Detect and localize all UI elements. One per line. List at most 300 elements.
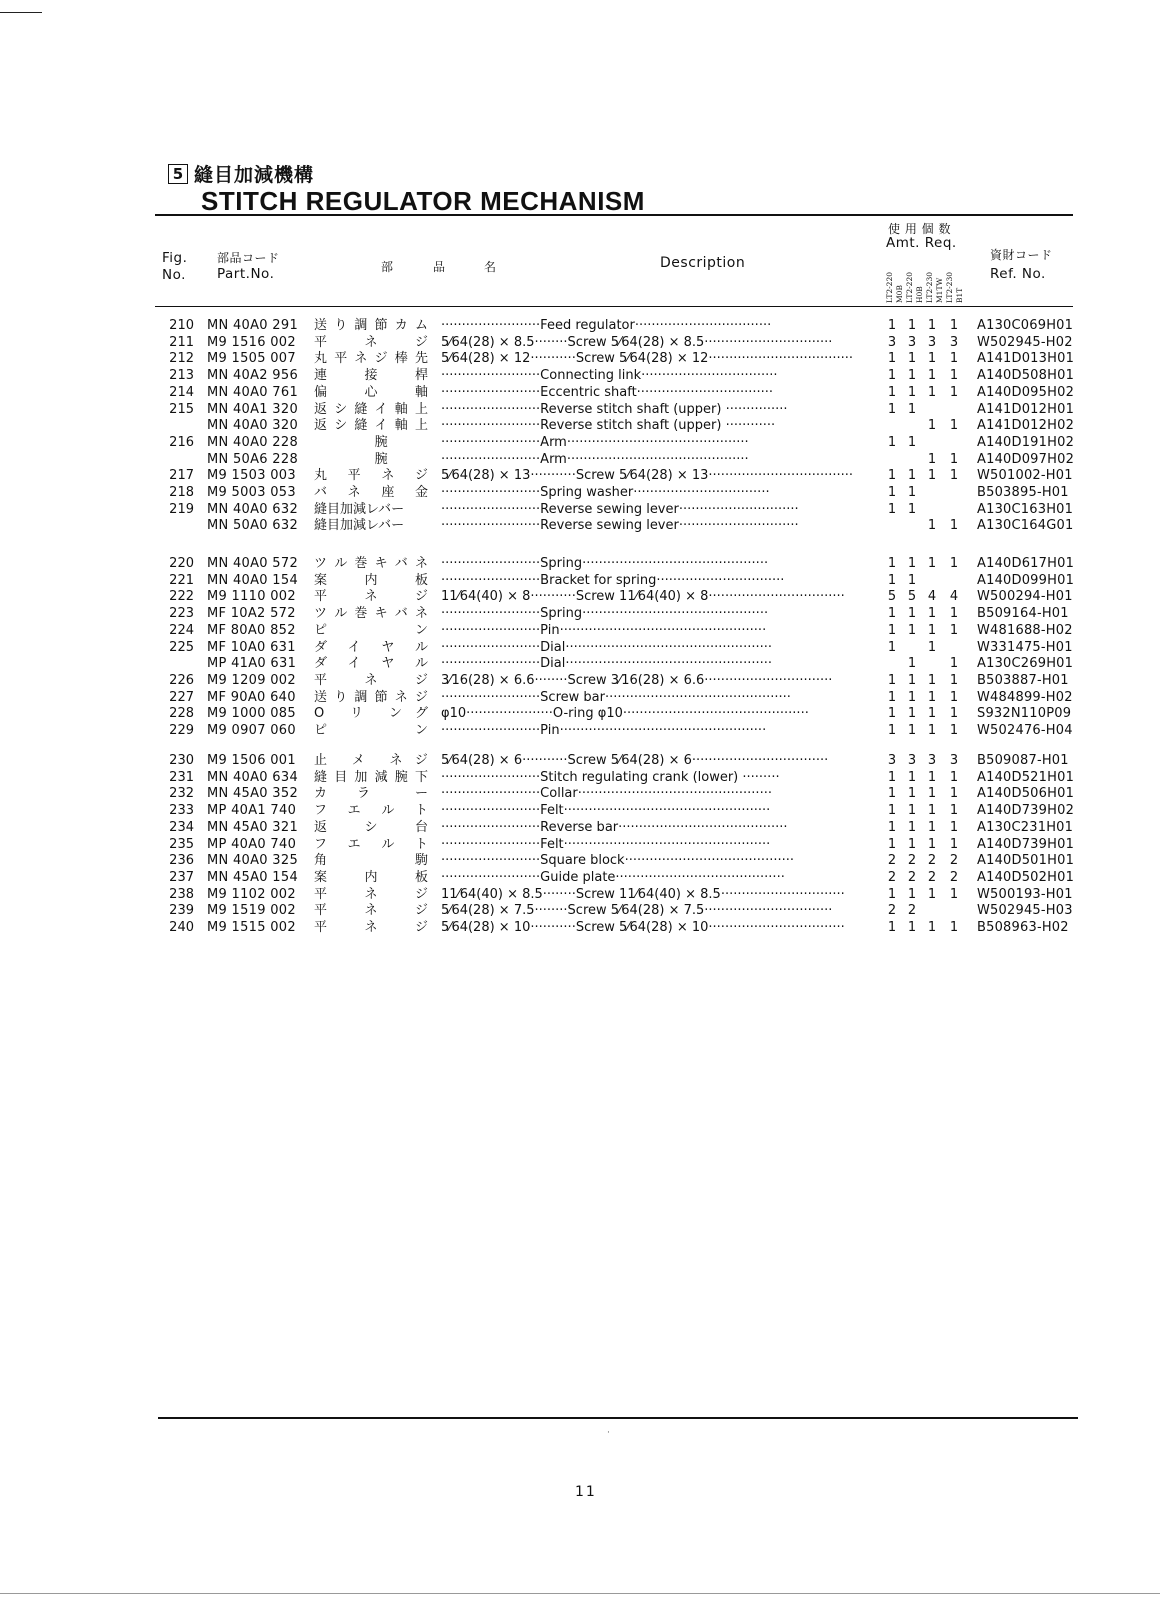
part-name-char: ジ [414,468,428,484]
table-row [0,672,1160,689]
header-top-rule [155,214,1073,216]
part-number: MN 40A2 956 [207,368,299,384]
part-name-char: シ [334,418,348,434]
part-number: MN 45A0 154 [207,869,299,885]
part-name-char: ル [381,803,395,819]
part-name-char: バ [394,606,408,622]
amount-required: 2 [907,903,917,919]
part-number: MF 10A0 631 [207,639,296,655]
table-row [0,572,1160,589]
part-name-char: ネ [347,485,361,500]
description: ························Reverse stitch shaft (upper) ············ [441,418,776,434]
part-name-char: ン [389,706,403,722]
ref-number: W481688-H02 [977,622,1073,638]
amount-required: 1 [887,351,897,367]
part-name-char: フ [314,803,328,819]
part-name-char: イ [347,639,361,655]
amount-required: 1 [887,572,897,588]
part-number: M9 1515 002 [207,920,296,935]
fig-number: 233 [169,803,194,819]
ref-number: A140D739H01 [977,836,1075,852]
model-code-4: LT2-230 B1T [945,272,964,303]
ref-number: A140D521H01 [977,769,1075,785]
model-code-3: LT2-230 M1TW [925,272,944,303]
description: ························Reverse stitch shaft (upper) ··············· [441,401,788,417]
part-name-char: 平 [334,351,348,367]
part-number: MN 40A0 761 [207,384,299,400]
amount-required: 1 [887,706,897,722]
amount-required: 1 [887,368,897,384]
amount-required: 1 [949,622,959,638]
amount-required: 1 [907,468,917,484]
part-name-char: ピ [314,622,328,638]
table-row [0,517,1160,534]
amount-required: 1 [927,368,937,384]
part-name-jp [314,639,428,656]
amount-required: 3 [887,753,897,768]
amount-required: 1 [887,606,897,622]
part-name-char: ル [414,639,428,655]
part-name-jp [314,501,428,518]
part-name-char: ル [381,836,395,852]
part-name-char: 案 [314,572,328,588]
part-number: MN 45A0 352 [207,786,299,802]
description: ························Arm············································ [441,451,749,467]
part-number: M9 1516 002 [207,334,296,350]
part-number: MN 40A1 320 [207,401,299,417]
amount-required: 1 [907,689,917,705]
amount-required: 3 [887,334,897,350]
fig-number: 228 [169,706,194,722]
amount-required: 3 [927,334,937,350]
amount-required: 2 [887,903,897,919]
part-name-jp [314,555,428,572]
part-name-jp [314,802,428,819]
table-row [0,639,1160,656]
part-name-char: 送 [314,689,328,705]
amount-required: 1 [927,606,937,622]
section-title-jp: 縫目加減機構 [194,164,315,186]
amount-required: 1 [927,803,937,819]
amount-required: 1 [927,384,937,400]
amount-required: 1 [887,501,897,517]
fig-number: 235 [169,836,194,852]
header-bottom-rule [155,306,1073,307]
part-number: MP 41A0 631 [207,656,297,672]
amount-required: 1 [907,351,917,367]
part-name-jp [314,672,428,689]
part-name-jp [314,902,428,919]
part-name-char: フ [314,836,328,852]
part-name-char: シ [364,819,378,835]
ref-number: B508963-H02 [977,920,1069,935]
part-name-char: 座 [381,485,395,500]
fig-number: 216 [169,434,194,450]
part-name-char: グ [414,706,428,722]
name-header-3: 名 [484,260,497,274]
table-row [0,769,1160,786]
ref-number: A140D097H02 [977,451,1075,467]
amount-required: 1 [949,418,959,434]
amount-required: 1 [887,434,897,450]
part-name-char: 加 [354,769,368,785]
part-name-char: 節 [374,689,388,705]
amount-required: 1 [949,318,959,333]
part-header-jp: 部品コード [217,251,280,265]
part-name-char: キ [374,606,388,622]
table-row [0,689,1160,706]
description: ························Guide plate········································· [441,869,785,885]
part-name-jp [314,886,428,903]
ref-number: W501002-H01 [977,468,1073,484]
amount-required: 1 [887,819,897,835]
amount-required: 1 [949,351,959,367]
part-name-char: 巻 [354,606,368,622]
part-name-char: ヤ [381,639,395,655]
amount-required: 1 [927,622,937,638]
fig-number: 232 [169,786,194,802]
description: ························Screw bar············································· [441,689,791,705]
part-number: MN 40A0 572 [207,556,299,571]
amount-required: 1 [949,836,959,852]
fig-number: 217 [169,468,194,484]
amount-required: 1 [949,920,959,935]
description: ························Pin·················································· [441,622,767,638]
part-name-char: 軸 [414,384,428,400]
part-name-char: 送 [314,318,328,333]
ref-number: W502476-H04 [977,723,1073,738]
fig-number: 215 [169,401,194,417]
amount-required: 1 [927,886,937,902]
part-name-jp [314,417,428,434]
amount-required: 1 [907,819,917,835]
amount-required: 1 [907,886,917,902]
amount-required: 5 [907,589,917,605]
fig-number: 211 [169,334,194,350]
part-name-jp [314,517,428,534]
table-row [0,384,1160,401]
ref-number: A141D012H02 [977,418,1075,434]
part-name-char: ネ [364,886,378,902]
amount-required: 1 [949,672,959,688]
part-name-char: 上 [414,401,428,417]
amount-required: 1 [907,836,917,852]
amount-required: 1 [907,706,917,722]
amount-required: 1 [887,485,897,500]
amount-required: 1 [927,786,937,802]
part-name-char: ネ [414,606,428,622]
amount-required: 1 [907,401,917,417]
part-number: MN 50A6 228 [207,451,299,467]
amount-required: 1 [907,485,917,500]
ref-number: W484899-H02 [977,689,1073,705]
table-row [0,467,1160,484]
part-name-char: 軸 [394,401,408,417]
part-name-char: ー [414,786,428,802]
part-name-char: ジ [414,753,428,768]
part-name-char: 金 [414,485,428,500]
part-name-jp [314,655,428,672]
part-name-char: 駒 [414,853,428,869]
part-name-char: ジ [414,589,428,605]
name-header-1: 部 [381,260,394,274]
ref-number: W500294-H01 [977,589,1073,605]
part-name-jp [314,852,428,869]
fig-number: 219 [169,501,194,517]
amount-required: 1 [887,318,897,333]
part-name-jp [314,367,428,384]
amount-required: 1 [927,769,937,785]
description: 5⁄64(28) × 12···········Screw 5⁄64(28) × 12··································· [441,351,854,367]
description: ························Dial·················································· [441,656,772,672]
table-row [0,451,1160,468]
part-header-en: Part.No. [217,266,275,282]
part-name-char: O [314,706,325,722]
table-row [0,622,1160,639]
part-name-char: イ [347,656,361,672]
part-name-char: ネ [354,351,368,367]
description: ························Connecting link································· [441,368,778,384]
amount-required: 1 [887,622,897,638]
part-name-char: ネ [414,556,428,571]
description: φ10·····················O-ring φ10············································· [441,706,809,722]
amount-required: 1 [949,468,959,484]
part-name-char: 平 [314,672,328,688]
part-name-char: り [334,318,348,333]
amount-required: 1 [887,786,897,802]
part-name-char: 下 [414,769,428,785]
amount-required: 5 [887,589,897,605]
amount-required: 1 [949,689,959,705]
table-row [0,802,1160,819]
part-name-char: 棒 [394,351,408,367]
amount-required: 1 [907,318,917,333]
part-name-char: 丸 [314,351,328,367]
table-row [0,317,1160,334]
description: ························Arm············································ [441,434,749,450]
part-number: MN 40A0 325 [207,853,299,869]
part-name-jp [314,819,428,836]
fig-number: 213 [169,368,194,384]
part-name-char: ピ [314,723,328,738]
part-number: MN 40A0 320 [207,418,299,434]
amount-required: 2 [887,853,897,869]
ref-header-en: Ref. No. [990,266,1046,282]
ref-number: A140D095H02 [977,384,1075,400]
amount-required: 1 [949,556,959,571]
part-name-char: 接 [364,368,378,384]
amount-required: 1 [949,819,959,835]
part-name-jp [314,334,428,351]
fig-number: 220 [169,556,194,571]
description: ························Spring············································· [441,556,769,571]
amt-header-jp: 使 用 個 数 [888,222,951,236]
fig-header: Fig. [162,250,188,266]
amount-required: 2 [927,869,937,885]
amount-required: 1 [887,384,897,400]
amount-required: 1 [927,706,937,722]
description: ························Spring············································· [441,606,769,622]
part-name-char: ム [414,318,428,333]
amount-required: 2 [887,869,897,885]
table-row [0,886,1160,903]
amount-required: 1 [907,920,917,935]
fig-number: 227 [169,689,194,705]
table-row [0,819,1160,836]
amount-required: 1 [949,451,959,467]
amount-required: 1 [887,689,897,705]
part-number: M9 0907 060 [207,723,296,738]
footer-rule [158,1417,1078,1419]
part-name-char: 止 [314,753,328,768]
part-name-jp [314,317,428,334]
amount-required: 1 [907,606,917,622]
fig-number: 223 [169,606,194,622]
part-number: M9 1503 003 [207,468,296,484]
part-name-jp [314,689,428,706]
part-name-jp [314,467,428,484]
amount-required: 2 [927,853,937,869]
table-row [0,434,1160,451]
fig-number: 222 [169,589,194,605]
amount-required: 1 [949,518,959,534]
description: ························Feed regulator································· [441,318,772,333]
ref-number: A140D739H02 [977,803,1075,819]
amount-required: 3 [949,753,959,768]
description: ························Reverse sewing lever····························· [441,518,799,534]
part-number: M9 1209 002 [207,672,296,688]
description: ························Square block········································· [441,853,794,869]
ref-number: B509087-H01 [977,753,1069,768]
amount-required: 1 [949,706,959,722]
part-number: M9 1000 085 [207,706,296,722]
part-number: MN 40A0 228 [207,434,299,450]
part-number: MF 10A2 572 [207,606,296,622]
table-row [0,655,1160,672]
fig-number: 212 [169,351,194,367]
ref-number: A140D099H01 [977,572,1075,588]
fig-number: 230 [169,753,194,768]
fig-number: 236 [169,853,194,869]
part-name-char: イ [374,401,388,417]
part-number: MN 40A0 634 [207,769,299,785]
description-header: Description [660,255,746,271]
part-number: MF 90A0 640 [207,689,296,705]
amount-required: 1 [887,723,897,738]
amount-required: 1 [949,786,959,802]
part-name-char: 角 [314,853,328,869]
amount-required: 3 [927,753,937,768]
part-number: M9 1505 007 [207,351,296,367]
amount-required: 1 [907,556,917,571]
model-code-1: LT2-220 M0B [885,272,904,303]
description: 5⁄64(28) × 10···········Screw 5⁄64(28) × 10································· [441,920,845,935]
fig-number: 226 [169,672,194,688]
amount-required: 1 [927,689,937,705]
ref-number: A130C164G01 [977,518,1074,534]
part-name-char: 腕 [394,769,408,785]
amount-required: 1 [949,723,959,738]
part-name-char: 返 [314,819,328,835]
table-row [0,501,1160,518]
fig-number: 239 [169,903,194,919]
part-name-char: リ [350,706,364,722]
table-row [0,705,1160,722]
table-row [0,334,1160,351]
part-name-char: 目 [334,769,348,785]
part-name-char: 平 [314,920,328,935]
part-name-char: キ [374,556,388,571]
amount-required: 1 [907,384,917,400]
amount-required: 1 [927,418,937,434]
part-name-char: 返 [314,401,328,417]
amount-required: 1 [887,769,897,785]
amount-required: 1 [907,501,917,517]
amount-required: 1 [907,656,917,672]
part-name-char: 桿 [414,368,428,384]
part-name-jp [314,836,428,853]
description: 5⁄64(28) × 6···········Screw 5⁄64(28) × 6································· [441,753,829,768]
description: ························Stitch regulating crank (lower) ········· [441,769,780,785]
part-name-char: 偏 [314,384,328,400]
part-number: MN 40A0 632 [207,501,299,517]
fig-number: 234 [169,819,194,835]
table-row [0,869,1160,886]
part-name-char: ジ [414,672,428,688]
part-number: MN 40A0 154 [207,572,299,588]
part-name-char: バ [314,485,328,500]
ref-number: A141D013H01 [977,351,1075,367]
part-name-char: ネ [364,334,378,350]
amount-required: 1 [927,351,937,367]
part-name-char: 調 [354,318,368,333]
description: 3⁄16(28) × 6.6········Screw 3⁄16(28) × 6.6······························· [441,672,833,688]
part-name-char: ネ [364,589,378,605]
ref-number: A141D012H01 [977,401,1075,417]
part-number: M9 5003 053 [207,485,296,500]
table-row [0,484,1160,501]
amount-required: 1 [887,886,897,902]
fig-number: 225 [169,639,194,655]
table-row [0,401,1160,418]
description: 5⁄64(28) × 7.5········Screw 5⁄64(28) × 7.5······························· [441,903,833,919]
ref-number: A140D506H01 [977,786,1075,802]
amount-required: 1 [927,819,937,835]
description: ························Eccentric shaft································· [441,384,774,400]
part-name-jp [314,705,428,722]
description: ························Pin·················································· [441,723,767,738]
amount-required: 1 [907,622,917,638]
ref-number: A140D502H01 [977,869,1075,885]
ref-number: A140D191H02 [977,434,1075,450]
fig-number: 229 [169,723,194,738]
description: ························Spring washer································· [441,485,770,500]
amount-required: 3 [907,334,917,350]
table-row [0,367,1160,384]
amount-required: 1 [887,401,897,417]
table-row [0,605,1160,622]
name-header-2: 品 [433,260,446,274]
amount-required: 2 [949,869,959,885]
part-number: M9 1506 001 [207,753,296,768]
amount-required: 1 [907,368,917,384]
table-row [0,588,1160,605]
part-name-char: イ [374,418,388,434]
ref-number: A140D501H01 [977,853,1075,869]
part-name-char: ジ [414,334,428,350]
amount-required: 1 [907,723,917,738]
ref-number: A130C231H01 [977,819,1074,835]
